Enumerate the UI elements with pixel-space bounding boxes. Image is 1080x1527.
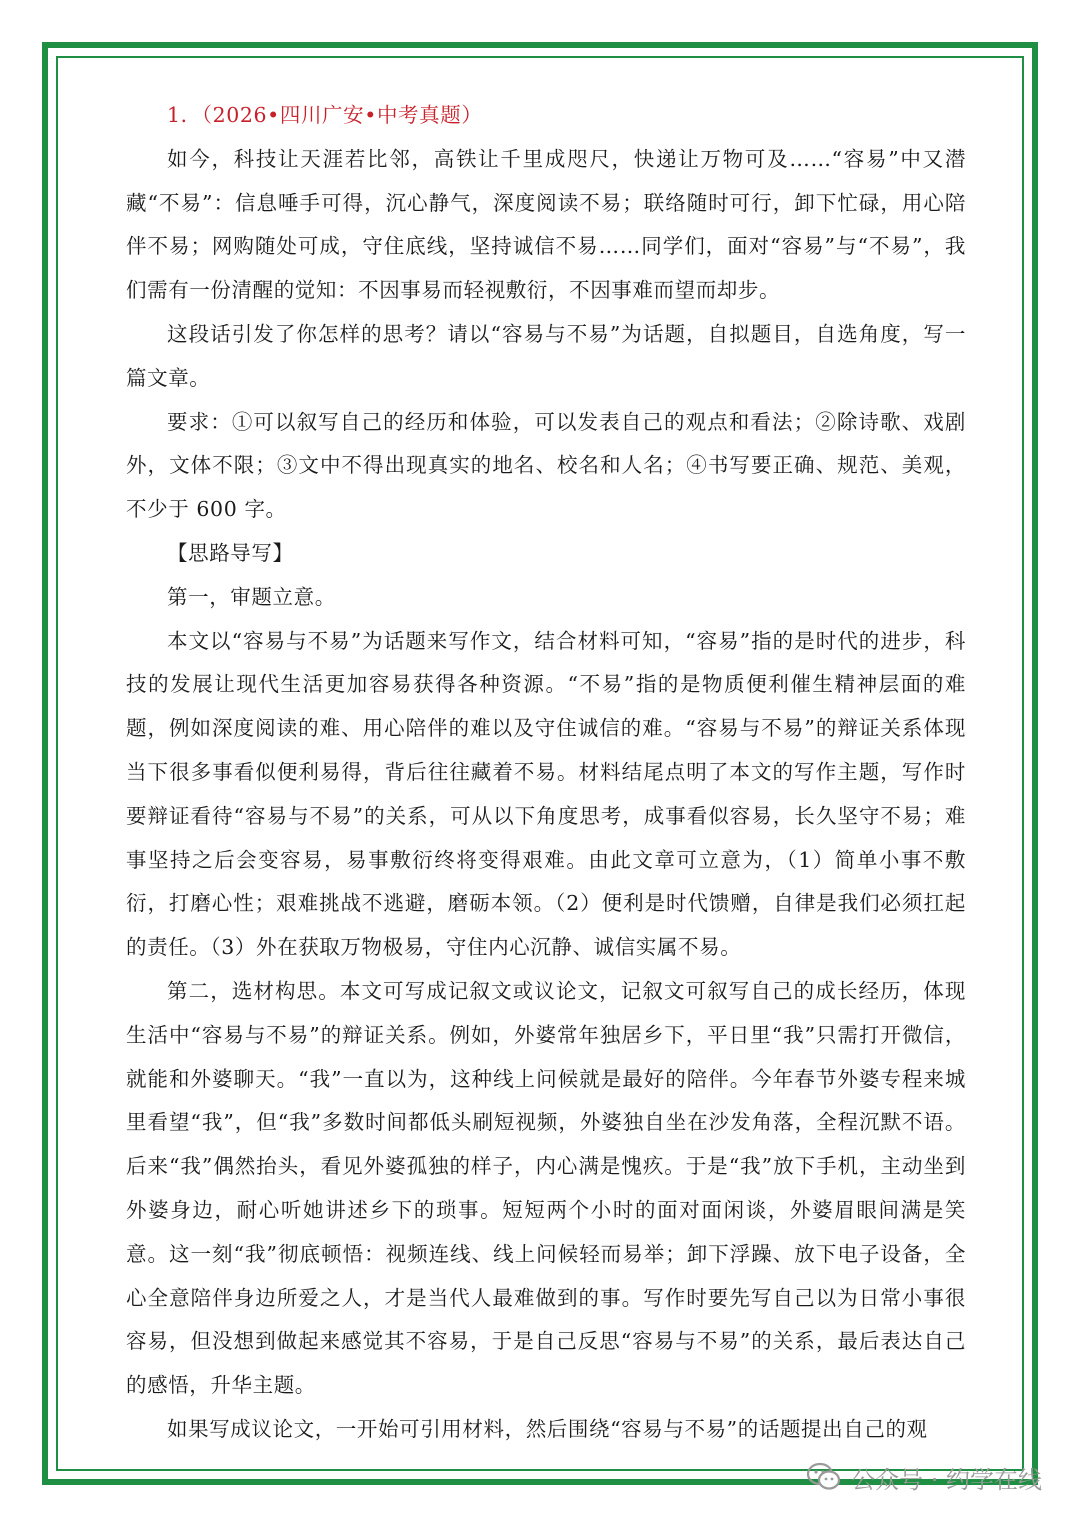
question-prompt: 这段话引发了你怎样的思考？请以“容易与不易”为话题，自拟题目，自选角度，写一篇文章。 (126, 321, 966, 390)
guide-argumentative: 如果写成议论文，一开始可引用材料，然后围绕“容易与不易”的话题提出自己的观 (167, 1416, 928, 1441)
watermark (807, 1455, 1042, 1499)
question-requirements: 要求：①可以叙写自己的经历和体验，可以发表自己的观点和看法；②除诗歌、戏剧外，文体不限；③文中不得出现真实的地名、校名和人名；④书写要正确、规范、美观，不少于 600 字。 (126, 409, 966, 522)
watermark-text: 公众号 · 约学在线 (851, 1465, 1042, 1494)
question-title: 1．（2026•四川广安•中考真题） (167, 103, 483, 127)
document-body (126, 94, 966, 1452)
guide-analysis: 本文以“容易与不易”为话题来写作文，结合材料可知，“容易”指的是时代的进步，科技的发展让现代生活更加容易获得各种资源。“不易”指的是物质便利催生精神层面的难题，例如深度阅读的难、用心陪伴的难以及守住诚信的难。“容易与不易”的辩证关系体现当下很多事看似便利易得，背后往往藏着不易。材料结尾点明了本文的写作主题，写作时要辩证看待“容易与不易”的关系，可从以下角度思考，成事看似容易，长久坚守不易；难事坚持之后会变容易，易事敷衍终将变得艰难。由此文章可立意为，（1）简单小事不敷衍，打磨心性；艰难挑战不逃避，磨砺本领。（2）便利是时代馈赠，自律是我们必须扛起的责任。（3）外在获取万物极易，守住内心沉静、诚信实属不易。 (126, 628, 966, 960)
guide-step-1: 第一，审题立意。 (167, 584, 336, 609)
guide-heading: 【思路导写】 (167, 540, 294, 565)
question-material: 如今，科技让天涯若比邻，高铁让千里成咫尺，快递让万物可及……“容易”中又潜藏“不易”：信息唾手可得，沉心静气，深度阅读不易；联络随时可行，卸下忙碌，用心陪伴不易；网购随处可成，守住底线，坚持诚信不易……同学们，面对“容易”与“不易”，我们需有一份清醒的觉知：不因事易而轻视敷衍，不因事难而望而却步。 (126, 146, 966, 303)
guide-step-2: 第二，选材构思。本文可写成记叙文或议论文，记叙文可叙写自己的成长经历，体现生活中“容易与不易”的辩证关系。例如，外婆常年独居乡下，平日里“我”只需打开微信，就能和外婆聊天。“我”一直以为，这种线上问候就是最好的陪伴。今年春节外婆专程来城里看望“我”，但“我”多数时间都低头刷短视频，外婆独自坐在沙发角落，全程沉默不语。后来“我”偶然抬头，看见外婆孤独的样子，内心满是愧疚。于是“我”放下手机，主动坐到外婆身边，耐心听她讲述乡下的琐事。短短两个小时的面对面闲谈，外婆眉眼间满是笑意。这一刻“我”彻底顿悟：视频连线、线上问候轻而易举；卸下浮躁、放下电子设备，全心全意陪伴身边所爱之人，才是当代人最难做到的事。写作时要先写自己以为日常小事很容易，但没想到做起来感觉其不容易，于是自己反思“容易与不易”的关系，最后表达自己的感悟，升华主题。 (126, 978, 966, 1398)
wechat-icon (807, 1462, 841, 1492)
